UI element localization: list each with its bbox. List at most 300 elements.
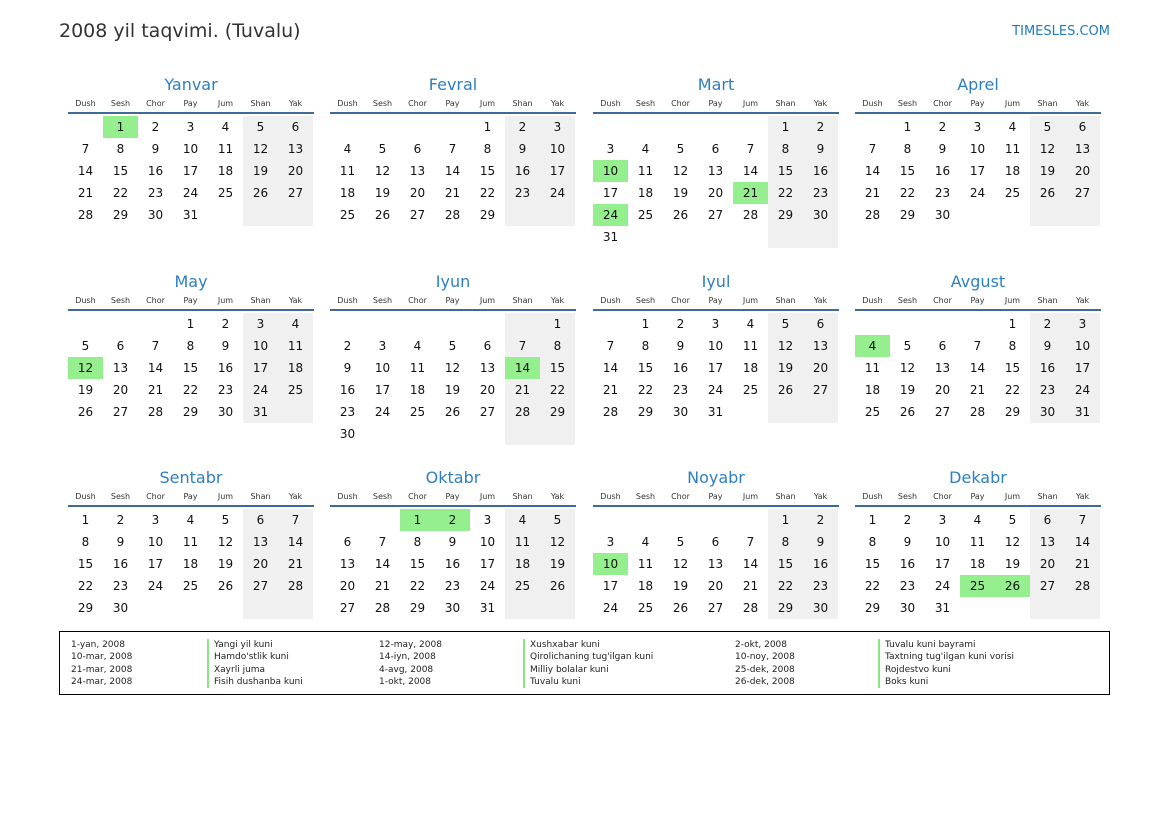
day-cell: 9 (151, 142, 160, 156)
weekday-label: Sesh (897, 99, 918, 108)
empty-day-cell (435, 313, 470, 335)
day-cell: 18 (637, 579, 654, 593)
day-cell: 7 (278, 509, 313, 531)
weekday-label: Yak (1075, 296, 1090, 305)
day-cell: 28 (278, 575, 313, 597)
weekday-header (593, 293, 839, 311)
day-cell: 5 (676, 142, 685, 156)
weekday-label: Jum (479, 492, 496, 501)
empty-day-cell (243, 204, 278, 226)
empty-day-cell (435, 116, 470, 138)
day-cell: 17 (602, 579, 619, 593)
day-cell: 18 (217, 164, 234, 178)
day-grid (330, 116, 576, 226)
weekday-label: Pay (708, 492, 723, 501)
day-cell: 22 (768, 182, 803, 204)
day-grid (593, 116, 839, 248)
month-name: Sentabr (159, 468, 223, 487)
day-cell: 2 (116, 513, 125, 527)
month-sentabr (68, 465, 314, 619)
legend-holiday-name: Tuvalu kuni bayrami (878, 639, 1014, 651)
empty-day-cell (960, 313, 995, 335)
day-cell: 9 (1030, 335, 1065, 357)
day-cell: 18 (278, 357, 313, 379)
empty-day-cell (470, 423, 505, 445)
day-cell: 19 (243, 160, 278, 182)
weekday-label: Chor (933, 99, 952, 108)
day-cell: 3 (973, 120, 982, 134)
day-cell: 6 (711, 142, 720, 156)
day-cell: 16 (444, 557, 461, 571)
day-cell: 6 (278, 116, 313, 138)
weekday-header (330, 293, 576, 311)
day-grid (855, 509, 1101, 619)
day-cell: 13 (707, 557, 724, 571)
day-cell: 19 (672, 186, 689, 200)
day-cell: 31 (1065, 401, 1100, 423)
day-cell: 25 (1004, 186, 1021, 200)
day-cell: 11 (278, 335, 313, 357)
day-cell: 13 (707, 164, 724, 178)
empty-day-cell (330, 509, 365, 531)
day-cell: 29 (899, 208, 916, 222)
weekday-label: Sesh (635, 296, 656, 305)
day-cell: 2 (803, 509, 838, 531)
empty-day-cell (698, 226, 733, 248)
day-cell: 13 (243, 531, 278, 553)
day-cell: 22 (864, 579, 881, 593)
day-cell: 26 (899, 405, 916, 419)
empty-day-cell (803, 401, 838, 423)
day-cell: 22 (409, 579, 426, 593)
day-cell: 23 (217, 383, 234, 397)
day-cell: 27 (339, 601, 356, 615)
weekday-label: Chor (933, 492, 952, 501)
day-cell: 24 (147, 579, 164, 593)
weekday-label: Chor (146, 296, 165, 305)
holiday-day-cell: 1 (103, 116, 138, 138)
day-cell: 11 (182, 535, 199, 549)
day-cell: 1 (540, 313, 575, 335)
day-cell: 7 (973, 339, 982, 353)
empty-day-cell (733, 226, 768, 248)
day-cell: 30 (112, 601, 129, 615)
day-cell: 2 (938, 120, 947, 134)
empty-day-cell (593, 116, 628, 138)
day-cell: 25 (409, 405, 426, 419)
weekday-label: Pay (183, 99, 198, 108)
day-cell: 30 (672, 405, 689, 419)
day-cell: 5 (1008, 513, 1017, 527)
day-cell: 24 (934, 579, 951, 593)
day-cell: 17 (1065, 357, 1100, 379)
day-cell: 20 (243, 553, 278, 575)
day-cell: 24 (602, 601, 619, 615)
legend-date: 2-okt, 2008 (735, 640, 788, 650)
holiday-day-cell: 12 (68, 357, 103, 379)
day-cell: 9 (505, 138, 540, 160)
day-cell: 20 (707, 186, 724, 200)
weekday-label: Jum (479, 296, 496, 305)
day-cell: 2 (343, 339, 352, 353)
empty-day-cell (540, 423, 575, 445)
day-cell: 13 (479, 361, 496, 375)
weekday-label: Chor (408, 99, 427, 108)
weekday-label: Chor (408, 296, 427, 305)
weekday-label: Chor (146, 492, 165, 501)
day-cell: 19 (768, 357, 803, 379)
day-cell: 18 (505, 553, 540, 575)
weekday-label: Sesh (897, 296, 918, 305)
day-cell: 21 (505, 379, 540, 401)
month-name: Oktabr (425, 468, 481, 487)
day-cell: 15 (112, 164, 129, 178)
day-cell: 18 (969, 557, 986, 571)
empty-day-cell (1030, 597, 1065, 619)
weekday-label: Jum (742, 492, 759, 501)
day-cell: 15 (182, 361, 199, 375)
day-grid (68, 116, 314, 226)
day-cell: 2 (1030, 313, 1065, 335)
day-cell: 2 (151, 120, 160, 134)
weekday-label: Dush (862, 99, 883, 108)
day-cell: 8 (483, 142, 492, 156)
weekday-label: Jum (217, 99, 234, 108)
day-cell: 27 (1065, 182, 1100, 204)
day-cell: 24 (479, 579, 496, 593)
month-name: Iyul (701, 272, 731, 291)
day-cell: 26 (444, 405, 461, 419)
weekday-label: Dush (862, 296, 883, 305)
weekday-label: Pay (445, 99, 460, 108)
empty-day-cell (960, 597, 995, 619)
day-cell: 5 (81, 339, 90, 353)
day-cell: 20 (1065, 160, 1100, 182)
day-cell: 7 (1065, 509, 1100, 531)
empty-day-cell (400, 423, 435, 445)
day-cell: 28 (969, 405, 986, 419)
day-cell: 1 (483, 120, 492, 134)
day-cell: 30 (803, 204, 838, 226)
day-cell: 8 (641, 339, 650, 353)
weekday-label: Dush (600, 492, 621, 501)
weekday-label: Shan (250, 492, 271, 501)
weekday-label: Yak (550, 296, 565, 305)
day-cell: 12 (768, 335, 803, 357)
day-cell: 4 (221, 120, 230, 134)
day-cell: 17 (540, 160, 575, 182)
day-cell: 6 (116, 339, 125, 353)
day-grid (593, 313, 839, 423)
empty-day-cell (733, 509, 768, 531)
day-cell: 9 (903, 535, 912, 549)
day-cell: 16 (803, 160, 838, 182)
day-cell: 17 (969, 164, 986, 178)
day-cell: 18 (864, 383, 881, 397)
day-cell: 26 (77, 405, 94, 419)
day-cell: 12 (899, 361, 916, 375)
weekday-label: Dush (75, 99, 96, 108)
day-cell: 8 (903, 142, 912, 156)
day-cell: 25 (742, 383, 759, 397)
day-cell: 11 (742, 339, 759, 353)
day-cell: 4 (1008, 120, 1017, 134)
weekday-label: Jum (479, 99, 496, 108)
day-cell: 12 (540, 531, 575, 553)
empty-day-cell (1065, 597, 1100, 619)
day-cell: 6 (243, 509, 278, 531)
day-cell: 21 (602, 383, 619, 397)
weekday-header (593, 489, 839, 507)
weekday-label: Sesh (110, 492, 131, 501)
page-title: 2008 yil taqvimi. (Tuvalu) (59, 20, 301, 42)
weekday-header (68, 489, 314, 507)
empty-day-cell (278, 401, 313, 423)
day-cell: 10 (147, 535, 164, 549)
day-cell: 12 (374, 164, 391, 178)
day-cell: 5 (676, 535, 685, 549)
day-cell: 15 (409, 557, 426, 571)
day-cell: 8 (768, 138, 803, 160)
day-cell: 21 (147, 383, 164, 397)
month-may (68, 269, 314, 423)
legend-holiday-name: Boks kuni (878, 676, 1014, 688)
day-cell: 17 (707, 361, 724, 375)
legend-holiday-name: Fisih dushanba kuni (207, 676, 303, 688)
day-cell: 16 (112, 557, 129, 571)
legend-date: 24-mar, 2008 (71, 676, 133, 687)
month-name: Mart (697, 75, 735, 94)
weekday-label: Dush (600, 99, 621, 108)
day-cell: 31 (182, 208, 199, 222)
empty-day-cell (505, 313, 540, 335)
day-cell: 1 (186, 317, 195, 331)
holiday-legend (59, 631, 1110, 695)
site-link[interactable]: TIMESLES.COM (1012, 24, 1110, 39)
weekday-label: Yak (288, 99, 303, 108)
empty-day-cell (400, 313, 435, 335)
day-cell: 11 (409, 361, 426, 375)
day-cell: 13 (112, 361, 129, 375)
day-cell: 29 (864, 601, 881, 615)
weekday-label: Jum (217, 296, 234, 305)
weekday-label: Shan (1037, 492, 1058, 501)
day-cell: 15 (768, 553, 803, 575)
weekday-label: Shan (250, 99, 271, 108)
weekday-label: Sesh (372, 99, 393, 108)
day-cell: 11 (637, 557, 654, 571)
day-cell: 19 (1004, 557, 1021, 571)
day-cell: 20 (1030, 553, 1065, 575)
day-cell: 14 (374, 557, 391, 571)
day-cell: 8 (768, 531, 803, 553)
empty-day-cell (593, 509, 628, 531)
empty-day-cell (540, 204, 575, 226)
day-cell: 27 (934, 405, 951, 419)
day-cell: 1 (903, 120, 912, 134)
day-cell: 14 (969, 361, 986, 375)
day-grid (68, 313, 314, 423)
empty-day-cell (925, 313, 960, 335)
day-cell: 17 (934, 557, 951, 571)
day-cell: 28 (742, 208, 759, 222)
legend-date: 1-yan, 2008 (71, 640, 125, 650)
day-cell: 27 (803, 379, 838, 401)
day-cell: 18 (742, 361, 759, 375)
weekday-label: Chor (933, 296, 952, 305)
day-cell: 24 (374, 405, 391, 419)
day-cell: 13 (803, 335, 838, 357)
weekday-label: Sesh (110, 296, 131, 305)
weekday-label: Pay (970, 296, 985, 305)
day-cell: 15 (899, 164, 916, 178)
day-cell: 22 (637, 383, 654, 397)
weekday-header (68, 293, 314, 311)
month-avgust (855, 269, 1101, 423)
day-cell: 12 (243, 138, 278, 160)
day-cell: 29 (768, 597, 803, 619)
day-cell: 5 (903, 339, 912, 353)
day-cell: 23 (934, 186, 951, 200)
weekday-label: Dush (337, 492, 358, 501)
day-cell: 8 (413, 535, 422, 549)
day-cell: 3 (151, 513, 160, 527)
day-cell: 15 (1004, 361, 1021, 375)
day-cell: 24 (707, 383, 724, 397)
day-cell: 4 (343, 142, 352, 156)
legend-date: 21-mar, 2008 (71, 664, 133, 675)
day-cell: 13 (934, 361, 951, 375)
day-cell: 23 (147, 186, 164, 200)
weekday-label: Jum (742, 99, 759, 108)
month-name: Avgust (950, 272, 1006, 291)
empty-day-cell (698, 116, 733, 138)
day-cell: 9 (676, 339, 685, 353)
weekday-label: Chor (408, 492, 427, 501)
legend-date: 14-iyn, 2008 (379, 652, 436, 663)
day-cell: 9 (116, 535, 125, 549)
legend-date: 12-may, 2008 (379, 640, 442, 650)
month-noyabr (593, 465, 839, 619)
legend-date: 26-dek, 2008 (735, 676, 795, 687)
day-cell: 23 (444, 579, 461, 593)
day-cell: 12 (1004, 535, 1021, 549)
empty-day-cell (505, 423, 540, 445)
weekday-label: Chor (671, 99, 690, 108)
legend-date: 4-avg, 2008 (379, 664, 434, 675)
day-cell: 26 (1030, 182, 1065, 204)
day-cell: 16 (217, 361, 234, 375)
day-cell: 29 (409, 601, 426, 615)
day-cell: 8 (116, 142, 125, 156)
day-cell: 23 (672, 383, 689, 397)
day-cell: 30 (803, 597, 838, 619)
day-cell: 3 (606, 535, 615, 549)
day-cell: 11 (969, 535, 986, 549)
legend-date-column (735, 639, 795, 688)
day-grid (593, 509, 839, 619)
day-cell: 21 (1065, 553, 1100, 575)
day-cell: 1 (641, 317, 650, 331)
weekday-label: Chor (671, 296, 690, 305)
weekday-label: Sesh (110, 99, 131, 108)
holiday-day-cell: 1 (400, 509, 435, 531)
month-name: Iyun (435, 272, 471, 291)
day-cell: 9 (448, 535, 457, 549)
weekday-label: Shan (512, 99, 533, 108)
empty-day-cell (855, 313, 890, 335)
weekday-label: Shan (1037, 99, 1058, 108)
day-cell: 16 (339, 383, 356, 397)
day-cell: 4 (641, 535, 650, 549)
day-cell: 29 (112, 208, 129, 222)
day-cell: 23 (899, 579, 916, 593)
day-cell: 26 (672, 208, 689, 222)
empty-day-cell (365, 116, 400, 138)
day-cell: 3 (378, 339, 387, 353)
day-cell: 30 (899, 601, 916, 615)
day-cell: 27 (479, 405, 496, 419)
day-cell: 4 (413, 339, 422, 353)
day-grid (330, 313, 576, 445)
day-cell: 28 (505, 401, 540, 423)
day-cell: 28 (444, 208, 461, 222)
weekday-label: Jum (1004, 296, 1021, 305)
day-cell: 19 (1030, 160, 1065, 182)
day-cell: 28 (1065, 575, 1100, 597)
holiday-day-cell: 26 (995, 575, 1030, 597)
day-cell: 10 (1065, 335, 1100, 357)
empty-day-cell (243, 597, 278, 619)
weekday-header (593, 96, 839, 114)
day-cell: 7 (746, 142, 755, 156)
day-cell: 27 (1030, 575, 1065, 597)
day-cell: 25 (278, 379, 313, 401)
empty-day-cell (103, 313, 138, 335)
day-cell: 21 (77, 186, 94, 200)
day-cell: 21 (742, 579, 759, 593)
day-cell: 13 (1030, 531, 1065, 553)
day-cell: 10 (934, 535, 951, 549)
empty-day-cell (803, 226, 838, 248)
empty-day-cell (960, 204, 995, 226)
day-cell: 7 (448, 142, 457, 156)
day-cell: 16 (934, 164, 951, 178)
day-cell: 7 (606, 339, 615, 353)
weekday-label: Pay (183, 296, 198, 305)
day-cell: 26 (217, 579, 234, 593)
day-cell: 23 (803, 182, 838, 204)
day-cell: 25 (182, 579, 199, 593)
day-cell: 21 (374, 579, 391, 593)
legend-date-column (379, 639, 442, 688)
day-cell: 14 (602, 361, 619, 375)
day-cell: 19 (444, 383, 461, 397)
day-grid (855, 116, 1101, 226)
day-cell: 19 (77, 383, 94, 397)
weekday-label: Yak (288, 296, 303, 305)
empty-day-cell (663, 509, 698, 531)
weekday-header (855, 293, 1101, 311)
day-cell: 1 (868, 513, 877, 527)
day-cell: 5 (1030, 116, 1065, 138)
day-cell: 31 (602, 230, 619, 244)
day-cell: 26 (768, 379, 803, 401)
day-cell: 4 (746, 317, 755, 331)
day-cell: 11 (1004, 142, 1021, 156)
day-cell: 15 (864, 557, 881, 571)
day-cell: 20 (409, 186, 426, 200)
